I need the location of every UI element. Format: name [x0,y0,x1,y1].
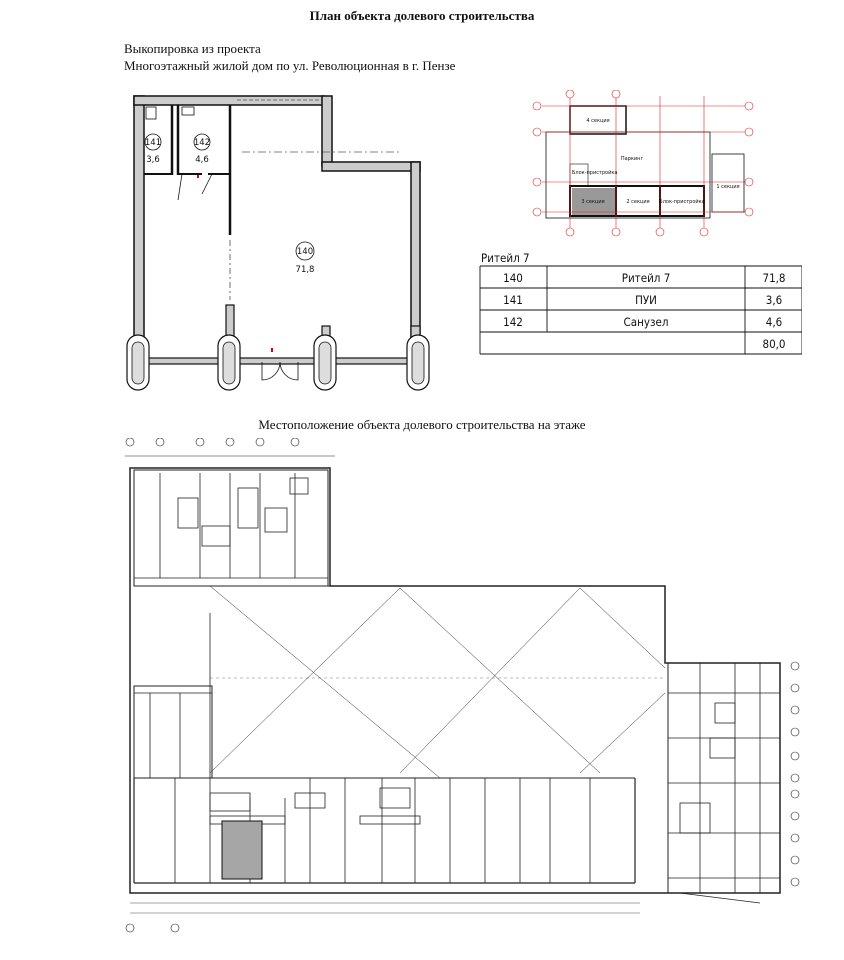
row-140-area: 71,8 [762,271,786,285]
room-141-number: 141 [144,138,162,148]
row-142-no: 142 [503,315,523,329]
row-140-name: Ритейл 7 [621,271,671,285]
room-142-area: 4,6 [195,155,209,165]
key-plan [532,90,754,240]
room-140-number: 140 [296,247,314,257]
subtitle-project: Выкопировка из проекта [124,41,261,56]
wall-step-horz [322,162,420,171]
row-141-name: ПУИ [635,293,657,307]
kp-label-left-small: Блок-пристройка [572,170,618,176]
room-141-area: 3,6 [146,155,160,165]
wall-top [134,96,324,105]
wall-step-vert [322,96,332,166]
subtitle-building: Многоэтажный жилой дом по ул. Революционная в г. Пензе [124,58,456,73]
kp-label-sec1: 1 секция [716,184,740,190]
location-caption: Местоположение объекта долевого строительства на этаже [258,417,586,432]
explication-total: 80,0 [762,337,786,351]
row-141-no: 141 [503,293,523,307]
kp-label-top: 4 секция [586,118,610,124]
row-140-no: 140 [503,271,523,285]
kp-label-sec3: 3 секция [581,199,605,205]
row-142-area: 4,6 [765,315,783,329]
floor-location-plan [120,438,820,943]
kp-label-sec2: 2 секция [626,199,650,205]
row-142-name: Санузел [623,315,669,329]
row-141-area: 3,6 [765,293,783,307]
explication-table [477,250,802,355]
location-highlight [222,821,262,879]
room-140-area: 71,8 [295,265,315,275]
explication-title: Ритейл 7 [481,251,530,265]
kp-label-center: Паркинг [620,156,644,162]
wall-left [134,96,144,361]
unit-floor-plan [122,90,444,400]
room-142-number: 142 [193,138,211,148]
document-title: План объекта долевого строительства [309,8,535,23]
wall-bottom [134,358,421,364]
kp-label-block: Блок-пристройка [659,199,705,205]
